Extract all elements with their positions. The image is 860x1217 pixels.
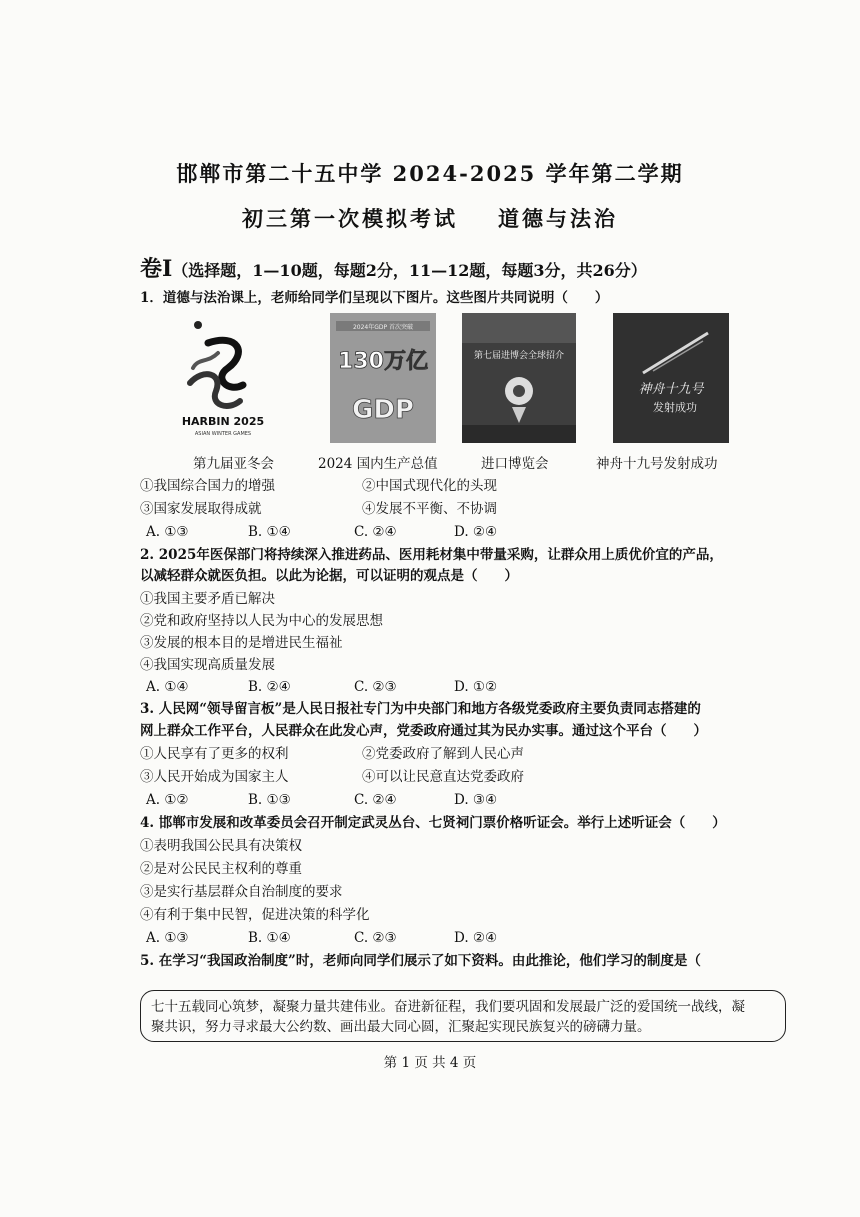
q1-stem: 1．道德与法治课上，老师给同学们呈现以下图片。这些图片共同说明（ ） (140, 290, 609, 306)
option-c[interactable]: C. ②④ (354, 524, 397, 540)
material-line: 七十五载同心筑梦，凝聚力量共建伟业。奋进新征程，我们要巩固和发展最广泛的爱国统一战线，凝 (151, 999, 745, 1015)
statement: ③发展的根本目的是增进民生福祉 (140, 635, 343, 651)
option-c[interactable]: C. ②③ (354, 930, 397, 946)
launch-text-1: 神舟十九号 (638, 382, 704, 397)
option-d[interactable]: D. ③④ (454, 792, 498, 808)
option-a[interactable]: A. ①② (146, 792, 189, 808)
expo-text: 第七届进博会全球招介 (473, 351, 565, 361)
subject-name: 道德与法治 (498, 206, 618, 231)
exam-name: 初三第一次模拟考试 (242, 206, 458, 231)
option-a[interactable]: A. ①③ (146, 524, 189, 540)
statement: ①表明我国公民具有决策权 (140, 838, 302, 854)
statement: ④发展不平衡、不协调 (362, 501, 497, 517)
statement: ④我国实现高质量发展 (140, 657, 275, 673)
option-b[interactable]: B. ②④ (248, 679, 291, 695)
gdp-image (330, 313, 436, 443)
section-mark: 卷Ⅰ (140, 256, 173, 282)
svg-text:2024年GDP 首次突破: 2024年GDP 首次突破 (352, 324, 414, 331)
option-d[interactable]: D. ①② (454, 679, 498, 695)
logo-subtext: ASIAN WINTER GAMES (194, 431, 252, 437)
option-c[interactable]: C. ②④ (354, 792, 397, 808)
caption-shenzhou: 神舟十九号发射成功 (596, 456, 718, 472)
option-d[interactable]: D. ②④ (454, 524, 498, 540)
option-a[interactable]: A. ①④ (146, 679, 189, 695)
exam-subtitle (0, 203, 860, 233)
q5-stem: 5. 在学习“我国政治制度”时，老师向同学们展示了如下资料。由此推论，他们学习的制度是（ (140, 953, 701, 969)
statement: ③国家发展取得成就 (140, 501, 262, 517)
caption-winter-games: 第九届亚冬会 (193, 456, 274, 472)
exam-title: 邯郸市第二十五中学 2024-2025 学年第二学期 (176, 161, 684, 186)
statement: ①我国综合国力的增强 (140, 478, 275, 494)
statement: ④可以让民意直达党委政府 (362, 769, 524, 785)
caption-gdp: 2024 国内生产总值 (318, 456, 438, 472)
option-d[interactable]: D. ②④ (454, 930, 498, 946)
section-heading (140, 252, 820, 283)
statement: ③是实行基层群众自治制度的要求 (140, 884, 343, 900)
q2-stem-line1: 2. 2025年医保部门将持续深入推进药品、医用耗材集中带量采购，让群众用上质优价宜的产品， (140, 547, 723, 563)
statement: ②党委政府了解到人民心声 (362, 746, 524, 762)
launch-text-2: 发射成功 (653, 401, 697, 414)
statement: ④有利于集中民智，促进决策的科学化 (140, 907, 370, 923)
q4-stem: 4. 邯郸市发展和改革委员会召开制定武灵丛台、七贤祠门票价格听证会。举行上述听证会（ ） (140, 815, 726, 831)
statement: ②党和政府坚持以人民为中心的发展思想 (140, 613, 383, 629)
page-number: 第 1 页 共 4 页 (383, 1055, 477, 1071)
option-c[interactable]: C. ②③ (354, 679, 397, 695)
statement: ①我国主要矛盾已解决 (140, 591, 275, 607)
gdp-number: 130万亿 (338, 349, 428, 374)
statement: ②中国式现代化的头现 (362, 478, 497, 494)
option-b[interactable]: B. ①③ (248, 792, 291, 808)
q3-stem-line2: 网上群众工作平台，人民群众在此发心声，党委政府通过其为民办实事。通过这个平台（ ） (140, 723, 707, 739)
material-line: 聚共识，努力寻求最大公约数、画出最大同心圆，汇聚起实现民族复兴的磅礴力量。 (151, 1019, 651, 1035)
option-b[interactable]: B. ①④ (248, 524, 291, 540)
q2-stem-line2: 以减轻群众就医负担。以此为论据，可以证明的观点是（ ） (140, 568, 518, 584)
caption-expo: 进口博览会 (481, 456, 549, 472)
gdp-label: GDP (352, 395, 414, 425)
section-desc: （选择题，1—10题，每题2分，11—12题，每题3分，共26分） (172, 261, 647, 280)
asian-winter-games-logo (178, 313, 268, 443)
statement: ②是对公民民主权利的尊重 (140, 861, 302, 877)
option-a[interactable]: A. ①③ (146, 930, 189, 946)
option-b[interactable]: B. ①④ (248, 930, 291, 946)
q3-stem-line1: 3. 人民网“领导留言板”是人民日报社专门为中央部门和地方各级党委政府主要负责同志搭建的 (140, 701, 701, 717)
logo-text: HARBIN 2025 (181, 415, 265, 428)
statement: ①人民享有了更多的权利 (140, 746, 289, 762)
import-expo-image (462, 313, 576, 443)
q5-material-box (140, 990, 786, 1042)
statement: ③人民开始成为国家主人 (140, 769, 289, 785)
shenzhou-launch-image (613, 313, 729, 443)
